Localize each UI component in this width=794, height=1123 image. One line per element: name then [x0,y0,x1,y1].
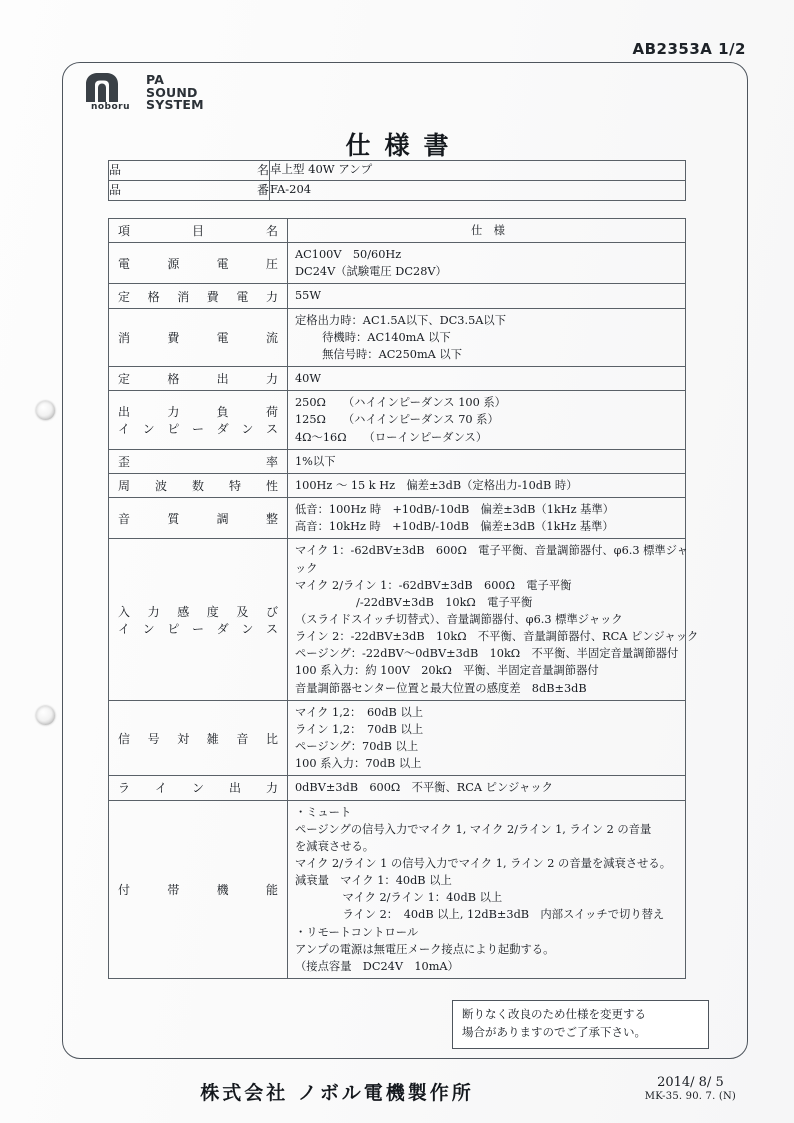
notice-line-2: 場合がありますのでご了承下さい。 [462,1024,646,1039]
spec-value [288,243,686,284]
page-title: 仕様書 [345,131,463,160]
spec-label-line: 出 力 負 荷 [118,404,278,419]
spec-label: 周 波 数 特 性 [109,473,288,497]
table-row [109,449,686,473]
spec-value-line: ライン 2：-22dBV±3dB 10kΩ 不平衡、音量調節器付、RCA ピンジャック [295,630,699,644]
specification-table [108,218,699,979]
spec-value-line: 100Hz ～ 15 k Hz 偏差±3dB（定格出力-10dB 時） [295,478,578,492]
spec-value [288,473,686,497]
hole-punch-bottom [36,706,55,725]
table-row [109,473,686,497]
table-row [109,181,686,201]
spec-value-line: を減衰させる。 [295,839,375,853]
spec-value-line: ック [295,561,318,575]
table-row [109,700,686,776]
spec-label-line: イ ン ピ ー ダ ン ス [118,621,278,636]
footer-meta [645,1075,736,1104]
spec-value-line: 125Ω （ハイインピーダンス 70 系） [295,413,499,427]
spec-value-line: ・リモートコントロール [295,925,419,939]
spec-value-line: マイク 1,2： 60dB 以上 [295,705,424,719]
spec-value-line: マイク 2/ライン 1：-62dBV±3dB 600Ω 電子平衡 [295,578,572,592]
spec-value-line: /-22dBV±3dB 10kΩ 電子平衡 [356,595,533,609]
spec-value-line: 減衰量 マイク 1：40dB 以上 [295,874,452,888]
footer-company-name: 株式会社 ノボル電機製作所 [200,1082,474,1104]
table-row [109,243,686,284]
spec-value [288,539,699,700]
spec-value-line: 低音：100Hz 時 +10dB/-10dB 偏差±3dB（1kHz 基準） [295,503,615,517]
footer-date-text: 2014/ 8/ 5 [657,1075,724,1090]
spec-value-line: 高音：10kHz 時 +10dB/-10dB 偏差±3dB（1kHz 基準） [295,520,614,534]
spec-label-line: イ ン ピ ー ダ ン ス [118,421,278,436]
product-number-label: 品 番 [109,181,270,201]
logo-brand-text: noboru [90,102,131,112]
table-row [109,284,686,308]
spec-value [288,498,686,539]
table-header-row [109,219,686,243]
spec-value [288,776,686,800]
spec-value-line: （接点容量 DC24V 10mA） [295,959,459,973]
spec-value-line: 定格出力時：AC1.5A以下、DC3.5A以下 [295,313,507,327]
spec-value-line: 無信号時：AC250mA 以下 [322,347,463,361]
product-number-value: FA-204 [270,181,686,201]
product-name-value: 卓上型 40W アンプ [270,161,686,181]
noboru-mark-icon [82,72,131,114]
spec-value-line: 音量調節器センター位置と最大位置の感度差 8dB±3dB [295,681,587,695]
change-notice [452,1000,709,1049]
table-row [109,800,686,979]
spec-value-line: ・ミュート [295,805,352,819]
logo-line-1: PA [146,72,165,87]
spec-value-line: （スライドスイッチ切替式）、音量調節器付、φ6.3 標準ジャック [295,612,623,626]
spec-value-line: 250Ω （ハイインピーダンス 100 系） [295,396,506,410]
spec-value-line: 0dBV±3dB 600Ω 不平衡、RCA ピンジャック [295,781,553,795]
logo-wordmark [146,74,204,112]
spec-value-line: マイク 2/ライン 1 の信号入力でマイク 1, ライン 2 の音量を減衰させる。 [295,857,672,870]
spec-value-line: AC100V 50/60Hz [295,248,402,262]
spec-value-line: 100 系入力：70dB 以上 [295,757,422,771]
table-row [109,776,686,800]
spec-label: 音 質 調 整 [109,498,288,539]
spec-value-line: 4Ω〜16Ω （ローインピーダンス） [295,430,488,444]
spec-label-line: 入 力 感 度 及 び [118,604,278,619]
table-row [109,498,686,539]
product-header-table [108,160,686,201]
spec-value [288,700,686,776]
logo-line-2: SOUND [146,84,198,100]
spec-value-line: 1%以下 [295,454,336,468]
spec-label: ラ イ ン 出 力 [109,776,288,800]
spec-label: 定 格 出 力 [109,367,288,391]
product-name-label: 品 名 [109,161,270,181]
spec-value [288,284,686,308]
spec-label [109,391,288,449]
spec-label [109,539,288,700]
spec-value-line: 100 系入力：約 100V 20kΩ 平衡、半固定音量調節器付 [295,664,599,678]
spec-value [288,391,686,449]
spec-value-line: マイク 1：-62dBV±3dB 600Ω 電子平衡、音量調節器付、φ6.3 標準ジャ [295,544,689,558]
spec-value-line: 待機時：AC140mA 以下 [322,330,451,344]
spec-label: 定 格 消 費 電 力 [109,284,288,308]
logo-line-3: SYSTEM [146,97,204,112]
spec-value-line: マイク 2/ライン 1：40dB 以上 [342,891,503,905]
spec-label: 電 源 電 圧 [109,243,288,284]
spec-value-line: ページング：70dB 以上 [295,740,419,754]
spec-value [288,800,686,979]
spec-value [288,308,686,366]
table-row [109,161,686,181]
spec-value [288,367,686,391]
column-header-item: 項 目 名 [109,219,288,243]
footer-code-text: MK-35. 90. 7. (N) [644,1091,736,1103]
notice-line-1: 断りなく改良のため仕様を変更する [462,1007,646,1021]
spec-label: 消 費 電 流 [109,308,288,366]
spec-value-line: 55W [295,289,321,303]
spec-label: 付 帯 機 能 [109,800,288,979]
spec-label: 歪 率 [109,449,288,473]
table-row [109,391,686,449]
spec-value-line: ページング：-22dBV〜0dBV±3dB 10kΩ 不平衡、半固定音量調節器付 [295,647,679,661]
document-code: AB2353A 1/2 [632,40,746,58]
spec-value-line: DC24V（試験電圧 DC28V） [295,265,447,279]
table-row [109,539,686,700]
spec-value-line: ライン 1,2： 70dB 以上 [295,722,424,736]
spec-value-line: ページングの信号入力でマイク 1, マイク 2/ライン 1, ライン 2 の音量 [295,822,652,836]
spec-label: 信 号 対 雑 音 比 [109,700,288,776]
column-header-spec: 仕 様 [288,219,686,243]
spec-value-line: ライン 2： 40dB 以上, 12dB±3dB 内部スイッチで切り替え [342,908,665,922]
noboru-logo [82,72,204,114]
spec-value [288,449,686,473]
table-row [109,308,686,366]
spec-value-line: アンプの電源は無電圧メーク接点により起動する。 [295,942,555,956]
spec-value-line: 40W [295,372,321,386]
hole-punch-top [36,401,55,420]
table-row [109,367,686,391]
